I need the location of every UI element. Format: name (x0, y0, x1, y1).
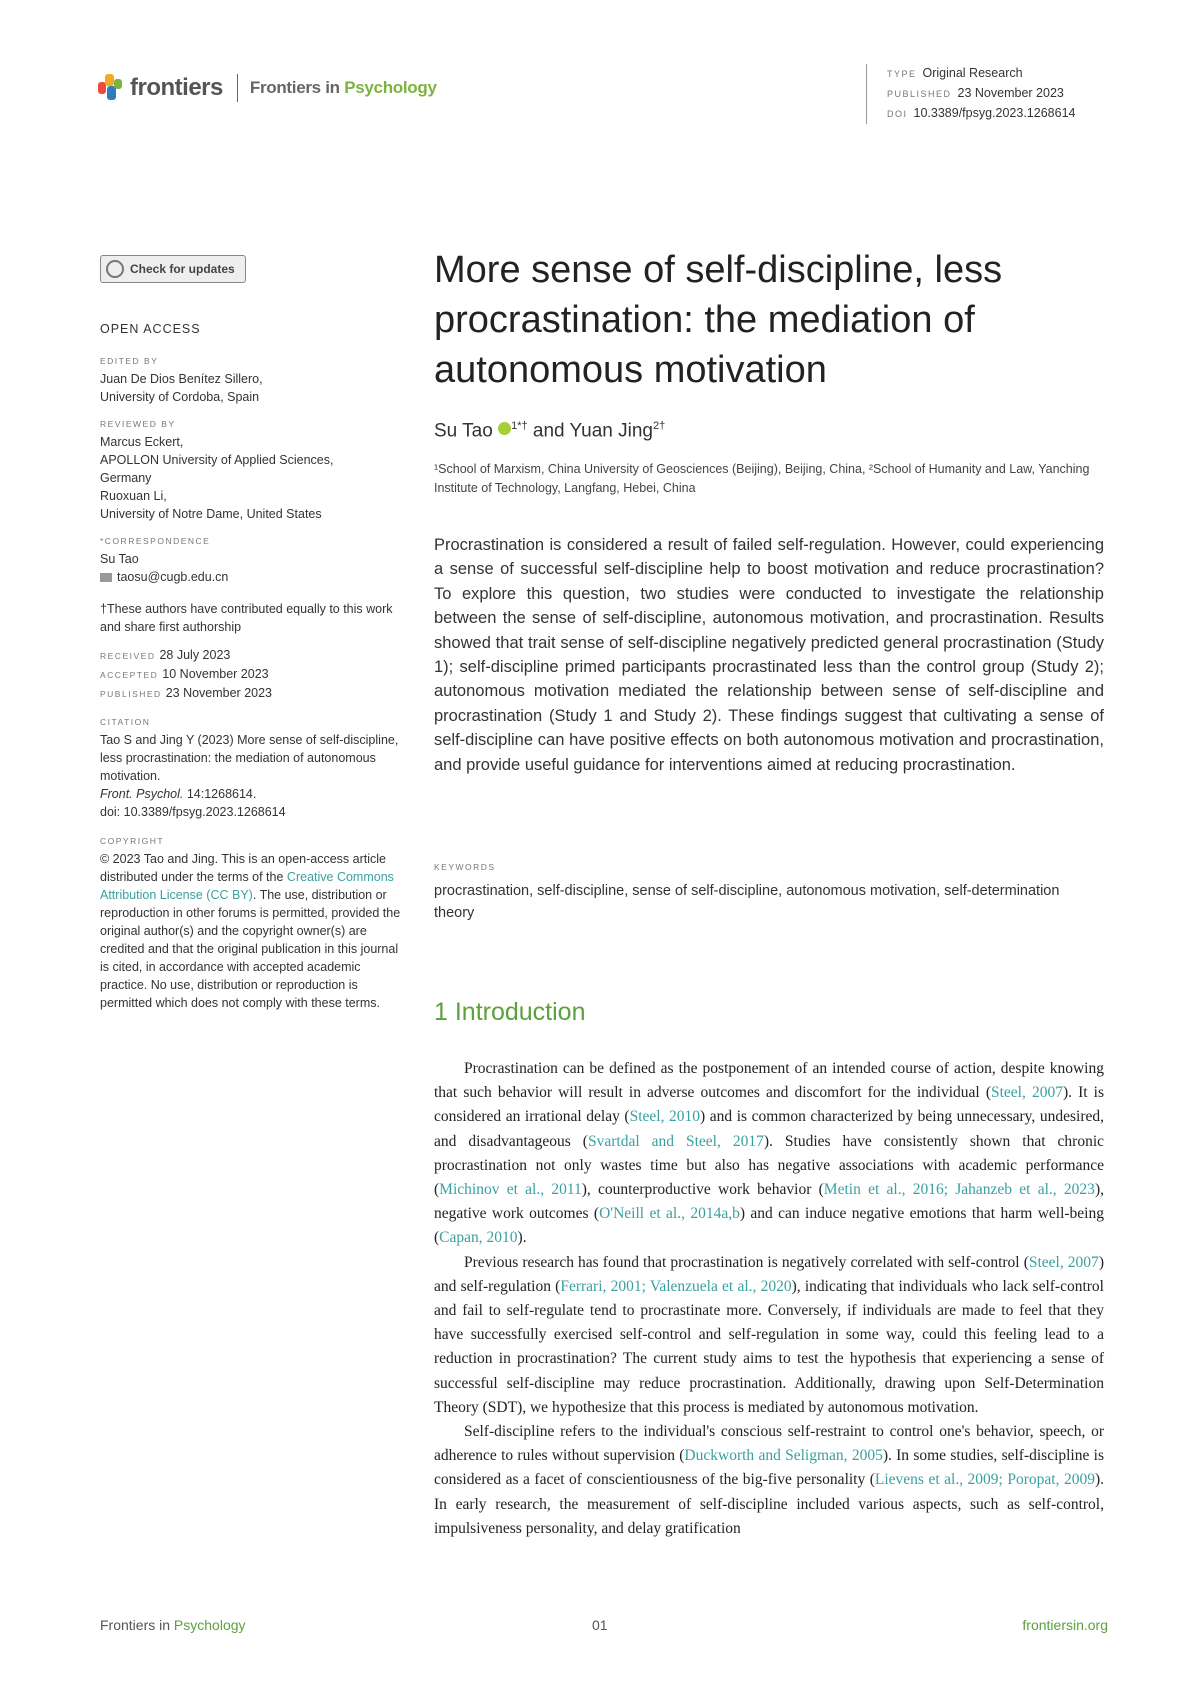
citation-link[interactable]: Ferrari, 2001; Valenzuela et al., 2020 (560, 1277, 792, 1295)
citation-link[interactable]: Capan, 2010 (439, 1229, 518, 1247)
orcid-icon[interactable] (498, 422, 511, 435)
equal-contribution-note: †These authors have contributed equally to this work and share first authorship (100, 602, 393, 634)
keywords: procrastination, self-discipline, sense of self-discipline, autonomous motivation, self-determination theory (434, 883, 1060, 921)
email-icon (100, 573, 112, 582)
correspondence-email[interactable]: taosu@cugb.edu.cn (100, 568, 410, 586)
license-link[interactable]: Creative Commons Attribution License (CC BY) (100, 870, 394, 902)
keywords-label: KEYWORDS (434, 862, 496, 872)
footer-site-link[interactable]: frontiersin.org (1022, 1617, 1108, 1633)
logo-divider (237, 74, 238, 102)
citation-link[interactable]: Duckworth and Seligman, 2005 (684, 1447, 883, 1465)
paragraph: Previous research has found that procrastination is negatively correlated with self-control (Steel, 2007) and self-regulation (Ferrari, 2001; Valenzuela et al., 2020), indicating that individuals who lack self-control and fail to self-regulate tend to procrastinate more. Conversely, if individuals are made to feel that they have successfully exercised self-control and self-regulation in some way, could this feeling lead to a reduction in procrastination? The current study aims to test the hypothesis that experiencing a sense of successful self-discipline may reduce procrastination. Additionally, drawing upon Self-Determination Theory (SDT), we hypothesize that this process is mediated by autonomous motivation. (434, 1253, 1104, 1416)
citation-link[interactable]: Steel, 2007 (991, 1084, 1063, 1102)
article-title: More sense of self-discipline, less procrastination: the mediation of autonomous motivation (434, 249, 1003, 391)
article-meta: TYPE Original Research PUBLISHED 23 November 2023 DOI 10.3389/fpsyg.2023.1268614 (866, 64, 1075, 124)
article-type: Original Research (922, 66, 1023, 80)
copyright: COPYRIGHT © 2023 Tao and Jing. This is an open-access article distributed under the terms of the Creative Commons Attribution License (CC BY). The use, distribution or reproduction in other forums is permitted, provided the original author(s) and the copyright owner(s) are credited and that the original publication in this journal is cited, in accordance with accepted academic practice. No use, distribution or reproduction is permitted which does not comply with these terms. (100, 836, 401, 1010)
edited-by: EDITED BY Juan De Dios Benítez Sillero, University of Cordoba, Spain (100, 356, 263, 404)
citation-link[interactable]: Steel, 2010 (629, 1108, 701, 1126)
affiliations: ¹School of Marxism, China University of Geosciences (Beijing), Beijing, China, ²School of Humanity and Law, Yanching Institute of Technology, Langfang, Hebei, China (434, 462, 1090, 495)
correspondence: *CORRESPONDENCE Su Tao taosu@cugb.edu.cn (100, 532, 410, 586)
brand-name: frontiers (130, 74, 223, 101)
paragraph: Procrastination can be defined as the postponement of an intended course of action, despite knowing that such behavior will result in adverse outcomes and discomfort for the individual (Steel, 2007). It is considered an irrational delay (Steel, 2010) and is common characterized by being unnecessary, undesired, and disadvantageous (Svartdal and Steel, 2017). Studies have consistently shown that chronic procrastination not only wastes time but also has negative associations with academic performance (Michinov et al., 2011), counterproductive work behavior (Metin et al., 2016; Jahanzeb et al., 2023), negative work outcomes (O'Neill et al., 2014a,b) and can induce negative emotions that harm well-being (Capan, 2010). (434, 1060, 1105, 1247)
reviewed-by: REVIEWED BY Marcus Eckert, APOLLON University of Applied Sciences, Germany Ruoxuan Li, University of Notre Dame, United States (100, 419, 334, 521)
check-for-updates-button[interactable]: Check for updates (100, 255, 246, 283)
citation-link[interactable]: Steel, 2007 (1028, 1253, 1099, 1271)
authors: Su Tao $^{1*\dagger}$ and Yuan Jing$^{2\dagger}$ (434, 420, 666, 442)
paragraph: Self-discipline refers to the individual's conscious self-restraint to control one's behavior, speech, or adherence to rules without supervision (Duckworth and Seligman, 2005). In some studies, self-discipline is considered as a facet of conscientiousness of the big-five personality (Lievens et al., 2009; Poropat, 2009). In early research, the measurement of self-discipline included various aspects, such as self-control, impulsiveness personality, and delay gratification (434, 1423, 1104, 1537)
body-text (434, 1057, 1104, 1541)
citation-link[interactable]: Svartdal and Steel, 2017 (587, 1132, 764, 1150)
footer-journal[interactable]: Frontiers in Psychology (100, 1617, 246, 1633)
open-access: OPEN ACCESS (100, 322, 201, 336)
page-number: 01 (592, 1617, 608, 1633)
published-date: 23 November 2023 (957, 86, 1064, 100)
citation-link[interactable]: O'Neill et al., 2014a,b (599, 1205, 740, 1223)
citation: CITATION Tao S and Jing Y (2023) More sense of self-discipline, less procrastination: the mediation of autonomous motivation. Front. Psychol. 14:1268614. doi: 10.3389/fpsyg.2023.1268614 (100, 717, 399, 819)
section-heading: 1 Introduction (434, 998, 586, 1026)
journal-name: Frontiers in Psychology (249, 78, 437, 97)
frontiers-logo-icon (98, 74, 124, 102)
check-updates-icon (106, 260, 124, 278)
citation-link[interactable]: Michinov et al., 2011 (439, 1181, 582, 1199)
journal-logo[interactable] (98, 68, 437, 108)
abstract: Procrastination is considered a result of failed self-regulation. However, could experiencing a sense of successful self-discipline help to boost motivation and reduce procrastination? To explore this question, two studies were conducted to investigate the relationship between the sense of self-discipline, autonomous motivation, and procrastination. Results showed that trait sense of self-discipline negatively predicted general procrastination (Study 1); self-discipline primed participants procrastinated less than the control group (Study 2); autonomous motivation mediated the relationship between sense of self-discipline and procrastination (Study 1 and Study 2). These findings suggest that cultivating a sense of self-discipline can have positive effects on both autonomous motivation and procrastination, and provide useful guidance for interventions aimed at reducing procrastination. (434, 536, 1104, 774)
doi[interactable]: 10.3389/fpsyg.2023.1268614 (913, 106, 1076, 120)
citation-link[interactable]: Lievens et al., 2009; Poropat, 2009 (874, 1471, 1095, 1489)
citation-link[interactable]: Metin et al., 2016; Jahanzeb et al., 2023 (823, 1181, 1095, 1199)
article-dates: RECEIVED 28 July 2023 ACCEPTED 10 November 2023 PUBLISHED 23 November 2023 (100, 648, 273, 700)
